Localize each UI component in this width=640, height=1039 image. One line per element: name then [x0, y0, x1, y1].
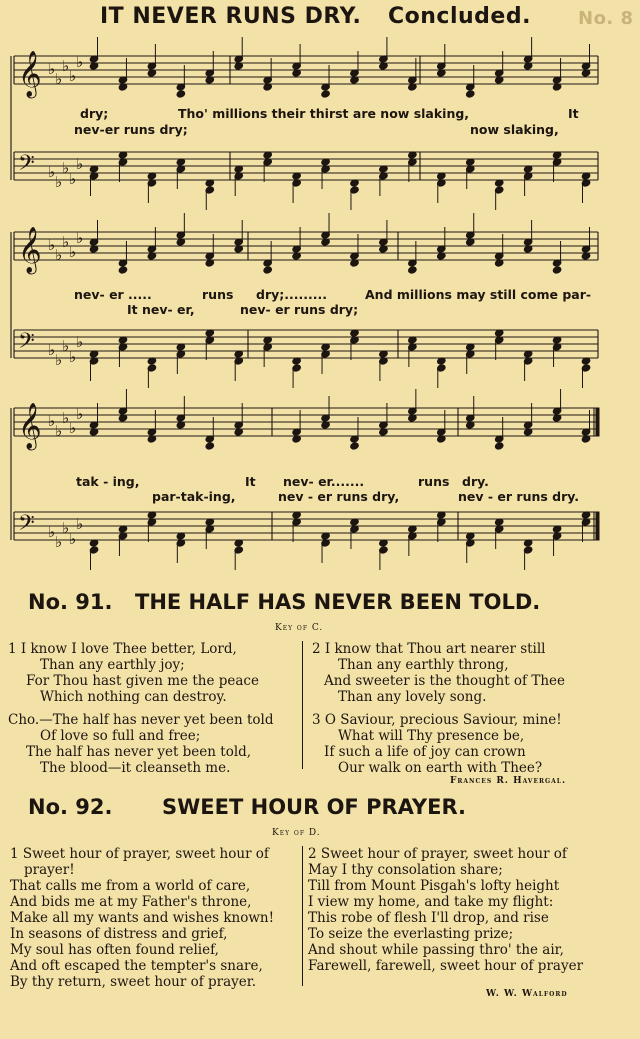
- note-head: [494, 442, 504, 450]
- page-subtitle: Concluded.: [388, 4, 531, 29]
- note-head: [176, 90, 186, 98]
- verse-line: prayer!: [24, 862, 75, 878]
- flat-sign: ♭: [69, 348, 77, 366]
- corner-page-number: No. 8: [578, 8, 634, 29]
- lyric-s3-l3: nev - er runs dry.: [458, 489, 580, 504]
- hymn-91-author: Frances R. Havergal.: [450, 776, 567, 786]
- note-head: [350, 442, 360, 450]
- verse-line: Our walk on earth with Thee?: [338, 760, 543, 776]
- lyric-s1-u1: dry;: [80, 106, 109, 121]
- hymn-92-title: SWEET HOUR OF PRAYER.: [162, 795, 466, 819]
- note-head: [552, 266, 562, 274]
- final-barline: [596, 408, 599, 436]
- lyric-s1-l1: nev-er runs dry;: [74, 122, 188, 137]
- verse-line: 3 O Saviour, precious Saviour, mine!: [312, 712, 562, 728]
- flat-sign: ♭: [69, 67, 77, 85]
- lyric-s2-u3: dry;.........: [256, 287, 327, 302]
- verse-line: What will Thy presence be,: [338, 728, 525, 744]
- verse-line: Cho.—The half has never yet been told: [8, 712, 274, 728]
- lyric-s3-u3: nev- er.......: [283, 474, 365, 489]
- hymn-92-author: W. W. Walford: [486, 989, 568, 999]
- verse-line: May I thy consolation share;: [308, 862, 503, 878]
- flat-sign: ♭: [48, 60, 56, 78]
- flat-sign: ♭: [62, 233, 70, 251]
- flat-sign: ♭: [48, 236, 56, 254]
- page-title: IT NEVER RUNS DRY.: [100, 4, 362, 29]
- verse-line: Which nothing can destroy.: [40, 689, 227, 705]
- note-head: [263, 266, 273, 274]
- hymn-91-number: No. 91.: [28, 590, 113, 614]
- column-divider: [302, 641, 303, 769]
- verse-line: 1 I know I love Thee better, Lord,: [8, 641, 237, 657]
- lyric-s2-u1: nev- er .....: [74, 287, 152, 302]
- hymn-91-verse-3: [312, 712, 562, 776]
- note-head: [321, 90, 331, 98]
- bass-clef: 𝄢: [18, 329, 35, 359]
- treble-clef: 𝄞: [18, 51, 42, 97]
- verse-line: 2 Sweet hour of prayer, sweet hour of: [308, 846, 567, 862]
- verse-line: Make all my wants and wishes known!: [10, 910, 275, 926]
- flat-sign: ♭: [76, 229, 84, 247]
- lyric-s2-l2: nev- er runs dry;: [240, 302, 359, 317]
- flat-sign: ♭: [62, 159, 70, 177]
- lyric-s3-u5: dry.: [462, 474, 489, 489]
- flat-sign: ♭: [62, 519, 70, 537]
- lyric-s3-l1: par-tak-ing,: [152, 489, 236, 504]
- lyric-s2-u2: runs: [202, 287, 234, 302]
- flat-sign: ♭: [55, 173, 63, 191]
- flat-sign: ♭: [48, 163, 56, 181]
- verse-line: Of love so full and free;: [40, 728, 201, 744]
- treble-clef: 𝄞: [18, 227, 42, 273]
- flat-sign: ♭: [76, 405, 84, 423]
- verse-line: Than any lovely song.: [338, 689, 487, 705]
- verse-line: 1 Sweet hour of prayer, sweet hour of: [10, 846, 269, 862]
- flat-sign: ♭: [69, 170, 77, 188]
- hymn-91-title: THE HALF HAS NEVER BEEN TOLD.: [135, 590, 541, 614]
- flat-sign: ♭: [55, 70, 63, 88]
- hymn-91-key: Key of C.: [275, 623, 324, 633]
- note-head: [118, 266, 128, 274]
- lyric-s2-l1: It nev- er,: [127, 302, 195, 317]
- flat-sign: ♭: [62, 337, 70, 355]
- flat-sign: ♭: [48, 523, 56, 541]
- lyric-s3-u1: tak - ing,: [76, 474, 140, 489]
- flat-sign: ♭: [55, 246, 63, 264]
- hymn-92-number: No. 92.: [28, 795, 113, 819]
- lyric-s1-l2: now slaking,: [470, 122, 559, 137]
- verse-line: Than any earthly throng,: [338, 657, 509, 673]
- flat-sign: ♭: [62, 409, 70, 427]
- verse-line: By thy return, sweet hour of prayer.: [10, 974, 257, 990]
- bass-clef: 𝄢: [18, 511, 35, 541]
- note-head: [408, 266, 418, 274]
- verse-line: In seasons of distress and grief,: [10, 926, 228, 942]
- hymn-92-verse-2: [308, 846, 583, 974]
- verse-line: For Thou hast given me the peace: [26, 673, 259, 689]
- flat-sign: ♭: [55, 533, 63, 551]
- bass-clef: 𝄢: [18, 151, 35, 181]
- verse-line: And shout while passing thro' the air,: [308, 942, 564, 958]
- flat-sign: ♭: [48, 412, 56, 430]
- flat-sign: ♭: [55, 351, 63, 369]
- verse-line: The half has never yet been told,: [26, 744, 252, 760]
- flat-sign: ♭: [69, 243, 77, 261]
- hymn-92-key: Key of D.: [272, 828, 321, 838]
- lyric-s2-u4: And millions may still come par-: [365, 287, 592, 302]
- note-head: [205, 442, 215, 450]
- verse-line: I view my home, and take my flight:: [308, 894, 554, 910]
- final-barline: [596, 512, 599, 540]
- verse-line: This robe of flesh I'll drop, and rise: [308, 910, 549, 926]
- flat-sign: ♭: [69, 530, 77, 548]
- flat-sign: ♭: [76, 155, 84, 173]
- verse-line: If such a life of joy can crown: [324, 744, 526, 760]
- verse-line: Than any earthly joy;: [40, 657, 185, 673]
- hymn-91-chorus: [8, 712, 274, 776]
- flat-sign: ♭: [62, 57, 70, 75]
- hymn-91-verse-1: [8, 641, 259, 705]
- hymn-92-verse-1: [10, 846, 274, 990]
- verse-line: And sweeter is the thought of Thee: [324, 673, 566, 689]
- verse-line: 2 I know that Thou art nearer still: [312, 641, 546, 657]
- treble-clef: 𝄞: [18, 403, 42, 449]
- verse-line: Farewell, farewell, sweet hour of prayer: [308, 958, 584, 974]
- verse-line: And oft escaped the tempter's snare,: [10, 958, 263, 974]
- note-head: [465, 90, 475, 98]
- lyric-s1-u2: Tho' millions their thirst are now slaking,: [178, 106, 470, 121]
- column-divider: [302, 846, 303, 986]
- flat-sign: ♭: [48, 341, 56, 359]
- lyric-s3-u2: It: [245, 474, 256, 489]
- flat-sign: ♭: [76, 53, 84, 71]
- verse-line: My soul has often found relief,: [10, 942, 219, 958]
- verse-line: Till from Mount Pisgah's lofty height: [308, 878, 560, 894]
- flat-sign: ♭: [69, 419, 77, 437]
- verse-line: That calls me from a world of care,: [10, 878, 251, 894]
- flat-sign: ♭: [76, 515, 84, 533]
- lyric-s3-u4: runs: [418, 474, 450, 489]
- flat-sign: ♭: [76, 333, 84, 351]
- verse-line: The blood—it cleanseth me.: [40, 760, 231, 776]
- lyric-s1-u3: It: [568, 106, 579, 121]
- lyric-s3-l2: nev - er runs dry,: [278, 489, 400, 504]
- verse-line: To seize the everlasting prize;: [308, 926, 514, 942]
- flat-sign: ♭: [55, 422, 63, 440]
- hymn-91-verse-2: [312, 641, 565, 705]
- verse-line: And bids me at my Father's throne,: [10, 894, 252, 910]
